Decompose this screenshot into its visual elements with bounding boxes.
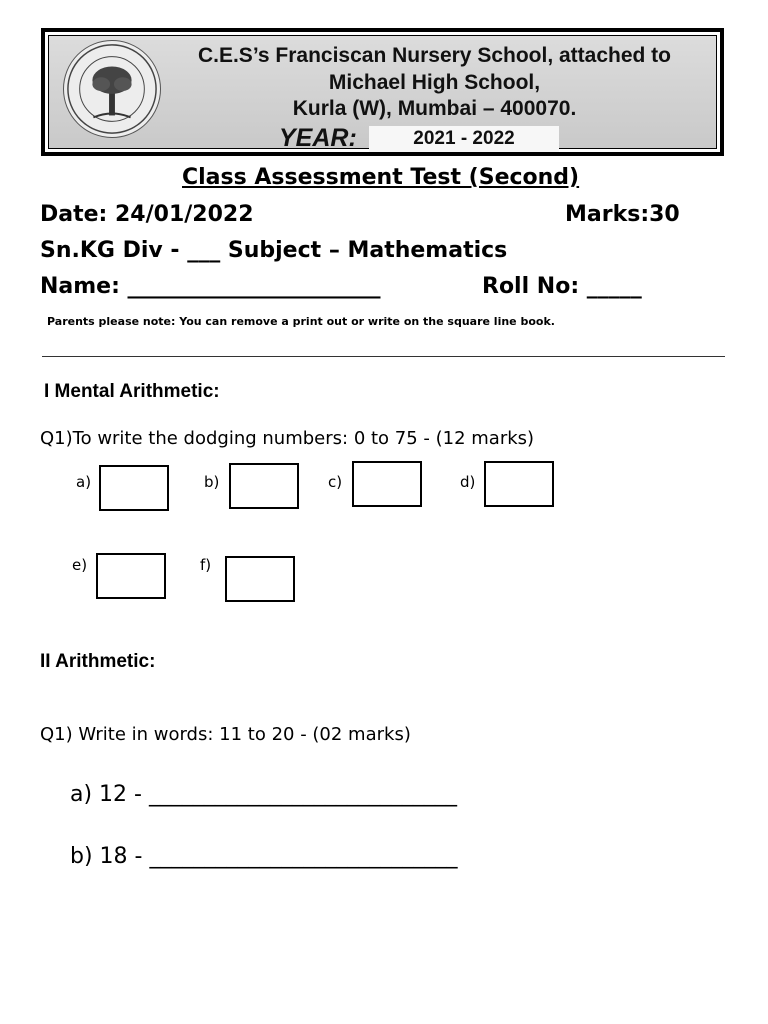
- answer-box-d: [484, 461, 554, 507]
- roll-no-field: Roll No: _____: [482, 274, 642, 299]
- year-label: YEAR:: [279, 124, 357, 152]
- answer-box-b: [229, 463, 299, 509]
- answer-line-a: a) 12 - ____________________________: [70, 782, 457, 807]
- box-label-b: b): [204, 473, 220, 491]
- section1-question: Q1)To write the dodging numbers: 0 to 75 - (12 marks): [40, 428, 535, 449]
- section-arithmetic-heading: II Arithmetic:: [40, 651, 156, 672]
- marks-text: Marks:30: [565, 202, 680, 227]
- box-label-e: e): [72, 556, 88, 574]
- parents-note: Parents please note: You can remove a print out or write on the square line book.: [47, 315, 555, 328]
- box-label-a: a): [76, 473, 92, 491]
- answer-box-a: [99, 465, 169, 511]
- class-subject-text: Sn.KG Div - ___ Subject – Mathematics: [40, 238, 508, 263]
- school-header-banner: [41, 28, 724, 156]
- answer-box-e: [96, 553, 166, 599]
- date-text: Date: 24/01/2022: [40, 202, 254, 227]
- name-field: Name: _______________________: [40, 274, 381, 299]
- section2-question: Q1) Write in words: 11 to 20 - (02 marks): [40, 724, 411, 745]
- year-value: 2021 - 2022: [369, 126, 559, 152]
- answer-box-f: [225, 556, 295, 602]
- divider-line: [42, 356, 725, 357]
- header-line-2: Michael High School,: [328, 71, 541, 94]
- section-mental-arithmetic-heading: I Mental Arithmetic:: [44, 381, 220, 402]
- answer-line-b: b) 18 - ____________________________: [70, 844, 458, 869]
- header-line-1: C.E.S’s Franciscan Nursery School, attached to: [197, 44, 672, 67]
- school-header-inner: [48, 35, 717, 152]
- box-label-d: d): [460, 473, 476, 491]
- answer-box-c: [352, 461, 422, 507]
- box-label-f: f): [200, 556, 212, 574]
- page-title: Class Assessment Test (Second): [182, 165, 580, 190]
- box-label-c: c): [328, 473, 343, 491]
- header-line-3: Kurla (W), Mumbai – 400070.: [292, 97, 577, 120]
- school-seal-icon: [63, 40, 161, 138]
